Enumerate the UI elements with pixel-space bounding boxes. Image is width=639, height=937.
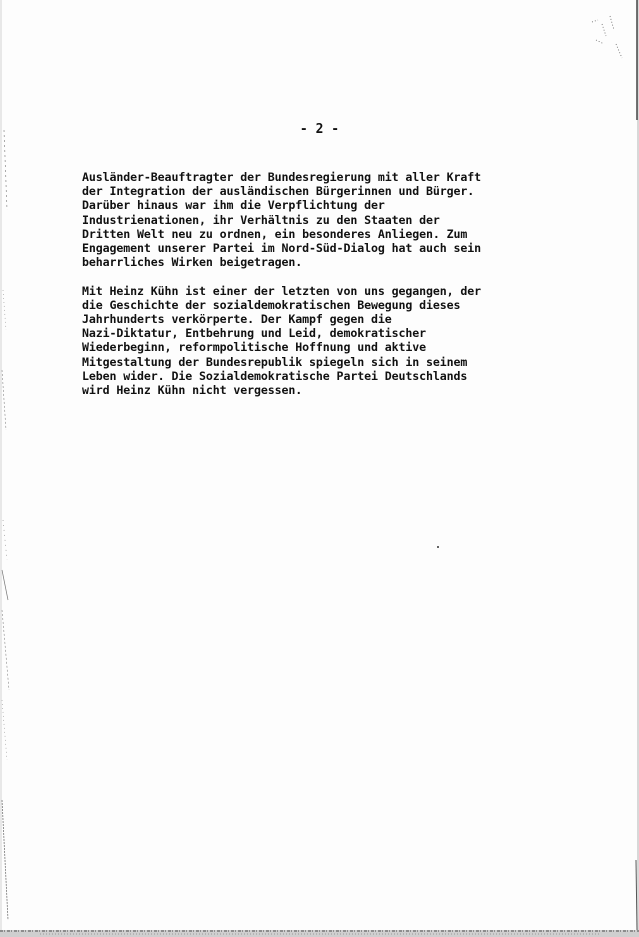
text-line: beharrliches Wirken beigetragen. [82, 255, 303, 270]
text-line: Industrienationen, ihr Verhältnis zu den Staaten der [82, 212, 440, 227]
text-line: wird Heinz Kühn nicht vergessen. [82, 383, 303, 398]
text-line: Jahrhunderts verkörperte. Der Kampf gegen die [82, 312, 392, 327]
text-line: Engagement unserer Partei im Nord-Süd-Dialog hat auch sein [82, 241, 482, 256]
text-line: Dritten Welt neu zu ordnen, ein besonderes Anliegen. Zum [82, 226, 468, 241]
text-line: Darüber hinaus war ihm die Verpflichtung der [82, 198, 385, 213]
text-line: die Geschichte der sozialdemokratischen Bewegung dieses [82, 297, 461, 312]
scan-edge-right [631, 0, 639, 937]
text-line: Mit Heinz Kühn ist einer der letzten von uns gegangen, der [82, 283, 482, 298]
paragraph [82, 170, 542, 269]
scan-edge-left [0, 0, 10, 937]
text-line: Leben wider. Die Sozialdemokratische Partei Deutschlands [82, 368, 468, 383]
text-line: Nazi-Diktatur, Entbehrung und Leid, demokratischer [82, 326, 427, 341]
scan-edge-bottom [0, 923, 639, 937]
text-line: Mitgestaltung der Bundesrepublik spiegeln sich in seinem [82, 354, 468, 369]
scan-speck [437, 546, 439, 548]
letter-body [82, 170, 542, 411]
text-line: der Integration der ausländischen Bürgerinnen und Bürger. [82, 184, 475, 199]
scan-corner-artifact [588, 10, 628, 70]
text-line: Ausländer-Beauftragter der Bundesregierung mit aller Kraft [82, 170, 482, 184]
text-line: Wiederbeginn, reformpolitische Hoffnung und aktive [82, 340, 427, 355]
page-number: - 2 - [299, 122, 340, 137]
paragraph [82, 284, 542, 398]
